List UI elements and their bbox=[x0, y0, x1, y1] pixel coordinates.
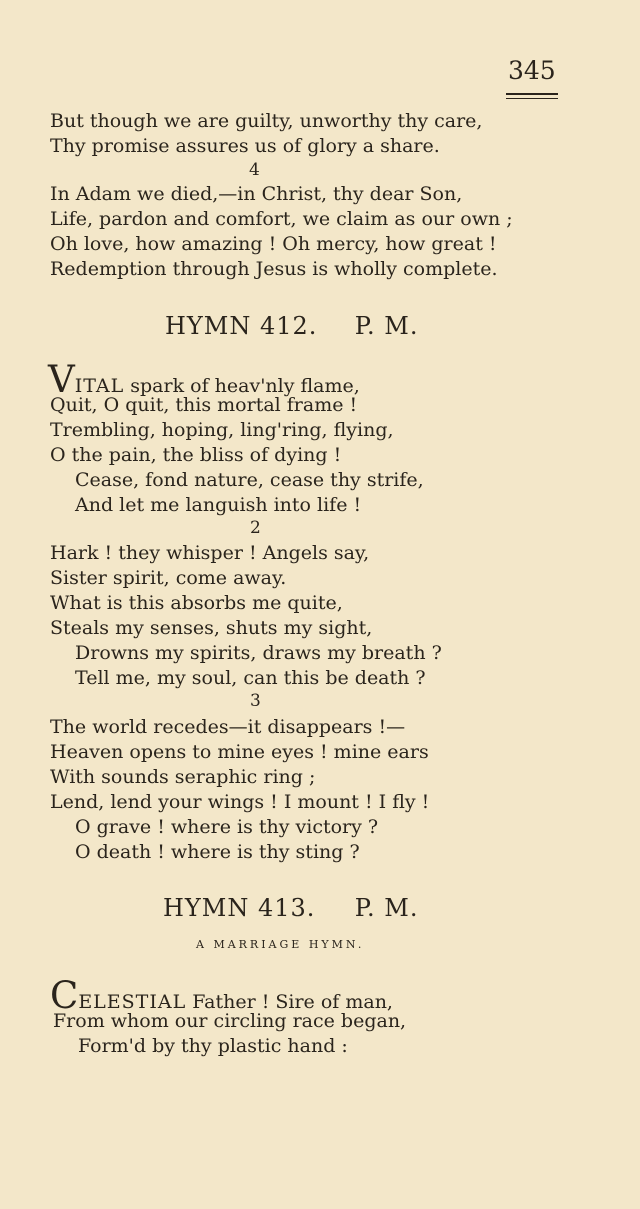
verse-line: From whom our circling race began, bbox=[53, 1010, 407, 1032]
hymn-number: HYMN 412. bbox=[165, 312, 318, 340]
verse-first-line bbox=[50, 974, 393, 1017]
verse-line: And let me languish into life ! bbox=[75, 494, 362, 516]
hymn-title bbox=[163, 894, 418, 922]
verse-line: Heaven opens to mine eyes ! mine ears bbox=[50, 741, 429, 763]
hymn-subtitle: A MARRIAGE HYMN. bbox=[196, 938, 365, 951]
verse-line: O death ! where is thy sting ? bbox=[75, 841, 360, 863]
verse-line: Thy promise assures us of glory a share. bbox=[50, 135, 440, 157]
page-number: 345 bbox=[508, 56, 556, 85]
verse-line: Hark ! they whisper ! Angels say, bbox=[50, 542, 370, 564]
verse-line: Lend, lend your wings ! I mount ! I fly ! bbox=[50, 791, 430, 813]
verse-line: Trembling, hoping, ling'ring, flying, bbox=[50, 419, 394, 441]
drop-cap: C bbox=[50, 974, 79, 1017]
verse-line: Quit, O quit, this mortal frame ! bbox=[50, 394, 358, 416]
verse-number: 4 bbox=[249, 160, 260, 180]
verse-line: In Adam we died,—in Christ, thy dear Son, bbox=[50, 183, 463, 205]
verse-line: O grave ! where is thy victory ? bbox=[75, 816, 379, 838]
verse-line: Oh love, how amazing ! Oh mercy, how great ! bbox=[50, 233, 497, 255]
capitalized-word: ELESTIAL bbox=[78, 991, 187, 1013]
hymn-meter: P. M. bbox=[354, 894, 419, 922]
verse-line: Cease, fond nature, cease thy strife, bbox=[75, 469, 424, 491]
verse-number: 3 bbox=[250, 691, 261, 711]
verse-line: Sister spirit, come away. bbox=[50, 567, 287, 589]
hymn-title bbox=[165, 312, 418, 340]
verse-line: What is this absorbs me quite, bbox=[50, 592, 343, 614]
hymn-number: HYMN 413. bbox=[163, 894, 316, 922]
verse-number: 2 bbox=[250, 518, 261, 538]
verse-line: The world recedes—it disappears !— bbox=[50, 716, 406, 738]
verse-line: Steals my senses, shuts my sight, bbox=[50, 617, 373, 639]
verse-line: But though we are guilty, unworthy thy care, bbox=[50, 110, 483, 132]
capitalized-word: ITAL bbox=[74, 375, 125, 397]
verse-line: Form'd by thy plastic hand : bbox=[78, 1035, 348, 1057]
hymn-meter: P. M. bbox=[354, 312, 419, 340]
drop-cap: V bbox=[48, 358, 75, 401]
line-remainder: Father ! Sire of man, bbox=[186, 991, 393, 1013]
line-remainder: spark of heav'nly flame, bbox=[124, 375, 360, 397]
verse-line: With sounds seraphic ring ; bbox=[50, 766, 316, 788]
header-rule bbox=[506, 93, 558, 95]
verse-line: Drowns my spirits, draws my breath ? bbox=[75, 642, 442, 664]
verse-first-line bbox=[48, 358, 360, 401]
header-rule-thin bbox=[506, 98, 558, 99]
verse-line: Life, pardon and comfort, we claim as our own ; bbox=[50, 208, 513, 230]
verse-line: Tell me, my soul, can this be death ? bbox=[75, 667, 426, 689]
verse-line: Redemption through Jesus is wholly complete. bbox=[50, 258, 498, 280]
verse-line: O the pain, the bliss of dying ! bbox=[50, 444, 342, 466]
